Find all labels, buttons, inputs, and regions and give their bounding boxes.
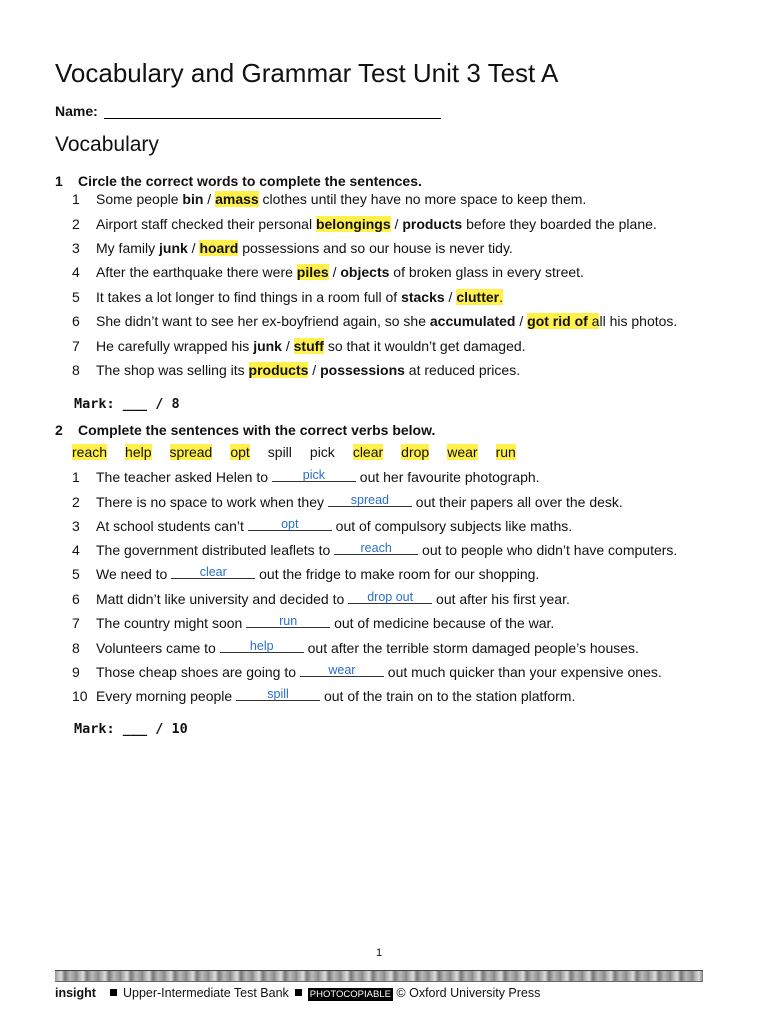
answer-blank[interactable]: help xyxy=(220,640,304,653)
item-number: 2 xyxy=(72,494,80,510)
item-number: 1 xyxy=(72,469,80,485)
question-1-item xyxy=(72,191,586,207)
word-option[interactable]: got rid of xyxy=(527,313,588,329)
question-2-item xyxy=(72,640,639,656)
word-box-item: pick xyxy=(309,444,335,460)
word-box-item: spread xyxy=(169,444,213,460)
question-1-item xyxy=(72,240,513,256)
word-option[interactable]: belongings xyxy=(315,216,391,232)
question-2-instruction: Complete the sentences with the correct verbs below. xyxy=(78,422,436,438)
question-2-mark: Mark: ___ / 10 xyxy=(74,721,188,737)
word-option[interactable]: products xyxy=(402,216,463,232)
sentence-text: / xyxy=(390,216,403,232)
name-field-line[interactable] xyxy=(104,118,441,119)
word-option[interactable]: stuff xyxy=(293,338,324,354)
sentence-text: / xyxy=(187,240,200,256)
word-box-item: help xyxy=(125,444,152,460)
page-title: Vocabulary and Grammar Test Unit 3 Test A xyxy=(55,58,559,88)
word-option[interactable]: piles xyxy=(296,264,329,280)
word-option[interactable]: products xyxy=(248,362,309,378)
footer xyxy=(55,986,540,1000)
answer-blank[interactable]: drop out xyxy=(348,591,432,604)
sentence-text: out their papers all over the desk. xyxy=(411,494,623,510)
sentence-text: out after the terrible storm damaged people’s houses. xyxy=(303,640,639,656)
question-1-instruction: Circle the correct words to complete the sentences. xyxy=(78,173,422,189)
sentence-text: At school students can’t xyxy=(96,518,248,534)
item-number: 7 xyxy=(72,338,80,354)
item-number: 6 xyxy=(72,313,80,329)
sentence-text: / xyxy=(308,362,321,378)
item-number: 4 xyxy=(72,542,80,558)
sentence-text: out the fridge to make room for our shopping. xyxy=(255,566,540,582)
word-box-item: clear xyxy=(352,444,384,460)
sentence-text: out after his first year. xyxy=(432,591,570,607)
answer-blank[interactable]: wear xyxy=(300,664,384,677)
question-2-item xyxy=(72,615,554,631)
question-2-heading xyxy=(55,422,435,438)
sentence-text: before they boarded the plane. xyxy=(462,216,657,232)
word-option[interactable]: bin xyxy=(182,191,204,207)
answer-blank[interactable]: clear xyxy=(171,566,255,579)
item-number: 8 xyxy=(72,362,80,378)
sentence-text: The teacher asked Helen to xyxy=(96,469,272,485)
question-1-heading xyxy=(55,173,422,189)
word-option[interactable]: clutter xyxy=(456,289,500,305)
question-2-item xyxy=(72,591,570,607)
word-box-item: spill xyxy=(267,444,292,460)
question-1-item xyxy=(72,289,503,305)
sentence-text: so that it wouldn’t get damaged. xyxy=(323,338,526,354)
sentence-text: / xyxy=(281,338,294,354)
footer-bank: Upper-Intermediate Test Bank xyxy=(122,986,289,1000)
sentence-text: of broken glass in every street. xyxy=(389,264,584,280)
question-1-item xyxy=(72,216,657,232)
sentence-text: After the earthquake there were xyxy=(96,264,297,280)
footer-brand: insight xyxy=(55,986,96,1000)
sentence-text: out of medicine because of the war. xyxy=(330,615,555,631)
question-1-number: 1 xyxy=(55,173,63,189)
answer-blank[interactable]: pick xyxy=(272,469,356,482)
word-box-item: reach xyxy=(72,444,108,460)
answer-blank[interactable]: reach xyxy=(334,542,418,555)
sentence-text: Those cheap shoes are going to xyxy=(96,664,300,680)
answer-blank[interactable]: opt xyxy=(248,518,332,531)
word-option[interactable]: junk xyxy=(159,240,188,256)
sentence-text: out of the train on to the station platform. xyxy=(320,688,576,704)
question-2-item xyxy=(72,688,575,704)
sentence-text: We need to xyxy=(96,566,172,582)
word-option[interactable]: objects xyxy=(340,264,390,280)
sentence-text: Matt didn’t like university and decided to xyxy=(96,591,349,607)
word-option[interactable]: amass xyxy=(215,191,259,207)
word-box-item: drop xyxy=(401,444,430,460)
sentence-text: The shop was selling its xyxy=(96,362,249,378)
sentence-text: My family xyxy=(96,240,159,256)
question-2-number: 2 xyxy=(55,422,63,438)
sentence-text: possessions and so our house is never tidy. xyxy=(238,240,513,256)
item-number: 9 xyxy=(72,664,80,680)
word-box-item: run xyxy=(495,444,516,460)
answer-blank[interactable]: spread xyxy=(328,494,412,507)
sentence-text: out of compulsory subjects like maths. xyxy=(331,518,573,534)
item-number: 1 xyxy=(72,191,80,207)
question-2-item xyxy=(72,664,662,680)
sentence-text: out her favourite photograph. xyxy=(355,469,540,485)
sentence-text: a xyxy=(587,313,600,329)
sentence-text: There is no space to work when they xyxy=(96,494,328,510)
sentence-text: / xyxy=(515,313,528,329)
sentence-text: out much quicker than your expensive ones. xyxy=(383,664,662,680)
word-option[interactable]: hoard xyxy=(199,240,239,256)
square-bullet-icon xyxy=(295,989,302,996)
item-number: 8 xyxy=(72,640,80,656)
word-box xyxy=(72,444,534,460)
footer-publisher: © Oxford University Press xyxy=(396,986,541,1000)
sentence-text: Every morning people xyxy=(96,688,237,704)
word-option[interactable]: accumulated xyxy=(429,313,516,329)
question-2-item xyxy=(72,494,623,510)
sentence-text: The country might soon xyxy=(96,615,247,631)
sentence-text: It takes a lot longer to find things in a room full of xyxy=(96,289,402,305)
item-number: 7 xyxy=(72,615,80,631)
sentence-text: / xyxy=(444,289,457,305)
sentence-text: clothes until they have no more space to keep them. xyxy=(258,191,587,207)
question-1-item xyxy=(72,338,526,354)
item-number: 3 xyxy=(72,240,80,256)
sentence-text: / xyxy=(328,264,341,280)
answer-blank[interactable]: spill xyxy=(236,688,320,701)
square-bullet-icon xyxy=(110,989,117,996)
question-2-item xyxy=(72,469,540,485)
sentence-text: Volunteers came to xyxy=(96,640,220,656)
sentence-text: He carefully wrapped his xyxy=(96,338,254,354)
item-number: 4 xyxy=(72,264,80,280)
word-option[interactable]: possessions xyxy=(320,362,405,378)
question-1-mark: Mark: ___ / 8 xyxy=(74,396,180,412)
item-number: 10 xyxy=(72,688,88,704)
word-option[interactable]: junk xyxy=(253,338,282,354)
question-2-item xyxy=(72,518,572,534)
question-2-item xyxy=(72,542,677,558)
sentence-text: The government distributed leaflets to xyxy=(96,542,335,558)
page-number: 1 xyxy=(375,947,383,959)
item-number: 5 xyxy=(72,289,80,305)
word-option[interactable]: stacks xyxy=(401,289,445,305)
item-number: 3 xyxy=(72,518,80,534)
section-heading: Vocabulary xyxy=(55,133,159,156)
question-1-item xyxy=(72,313,677,329)
name-label: Name: xyxy=(55,103,98,119)
item-number: 2 xyxy=(72,216,80,232)
sentence-text: at reduced prices. xyxy=(404,362,521,378)
question-1-item xyxy=(72,362,520,378)
word-box-item: opt xyxy=(230,444,250,460)
item-number: 5 xyxy=(72,566,80,582)
photocopiable-badge: PHOTOCOPIABLE xyxy=(309,989,391,1000)
question-1-item xyxy=(72,264,584,280)
question-2-item xyxy=(72,566,539,582)
footer-decorative-strip xyxy=(55,970,703,982)
item-number: 6 xyxy=(72,591,80,607)
sentence-text: ll his photos. xyxy=(599,313,678,329)
sentence-text: Airport staff checked their personal xyxy=(96,216,316,232)
sentence-text: . xyxy=(499,289,504,305)
sentence-text: She didn’t want to see her ex-boyfriend again, so she xyxy=(96,313,430,329)
sentence-text: Some people xyxy=(96,191,183,207)
sentence-text: out to people who didn’t have computers. xyxy=(418,542,678,558)
answer-blank[interactable]: run xyxy=(246,615,330,628)
word-box-item: wear xyxy=(447,444,478,460)
sentence-text: / xyxy=(203,191,216,207)
